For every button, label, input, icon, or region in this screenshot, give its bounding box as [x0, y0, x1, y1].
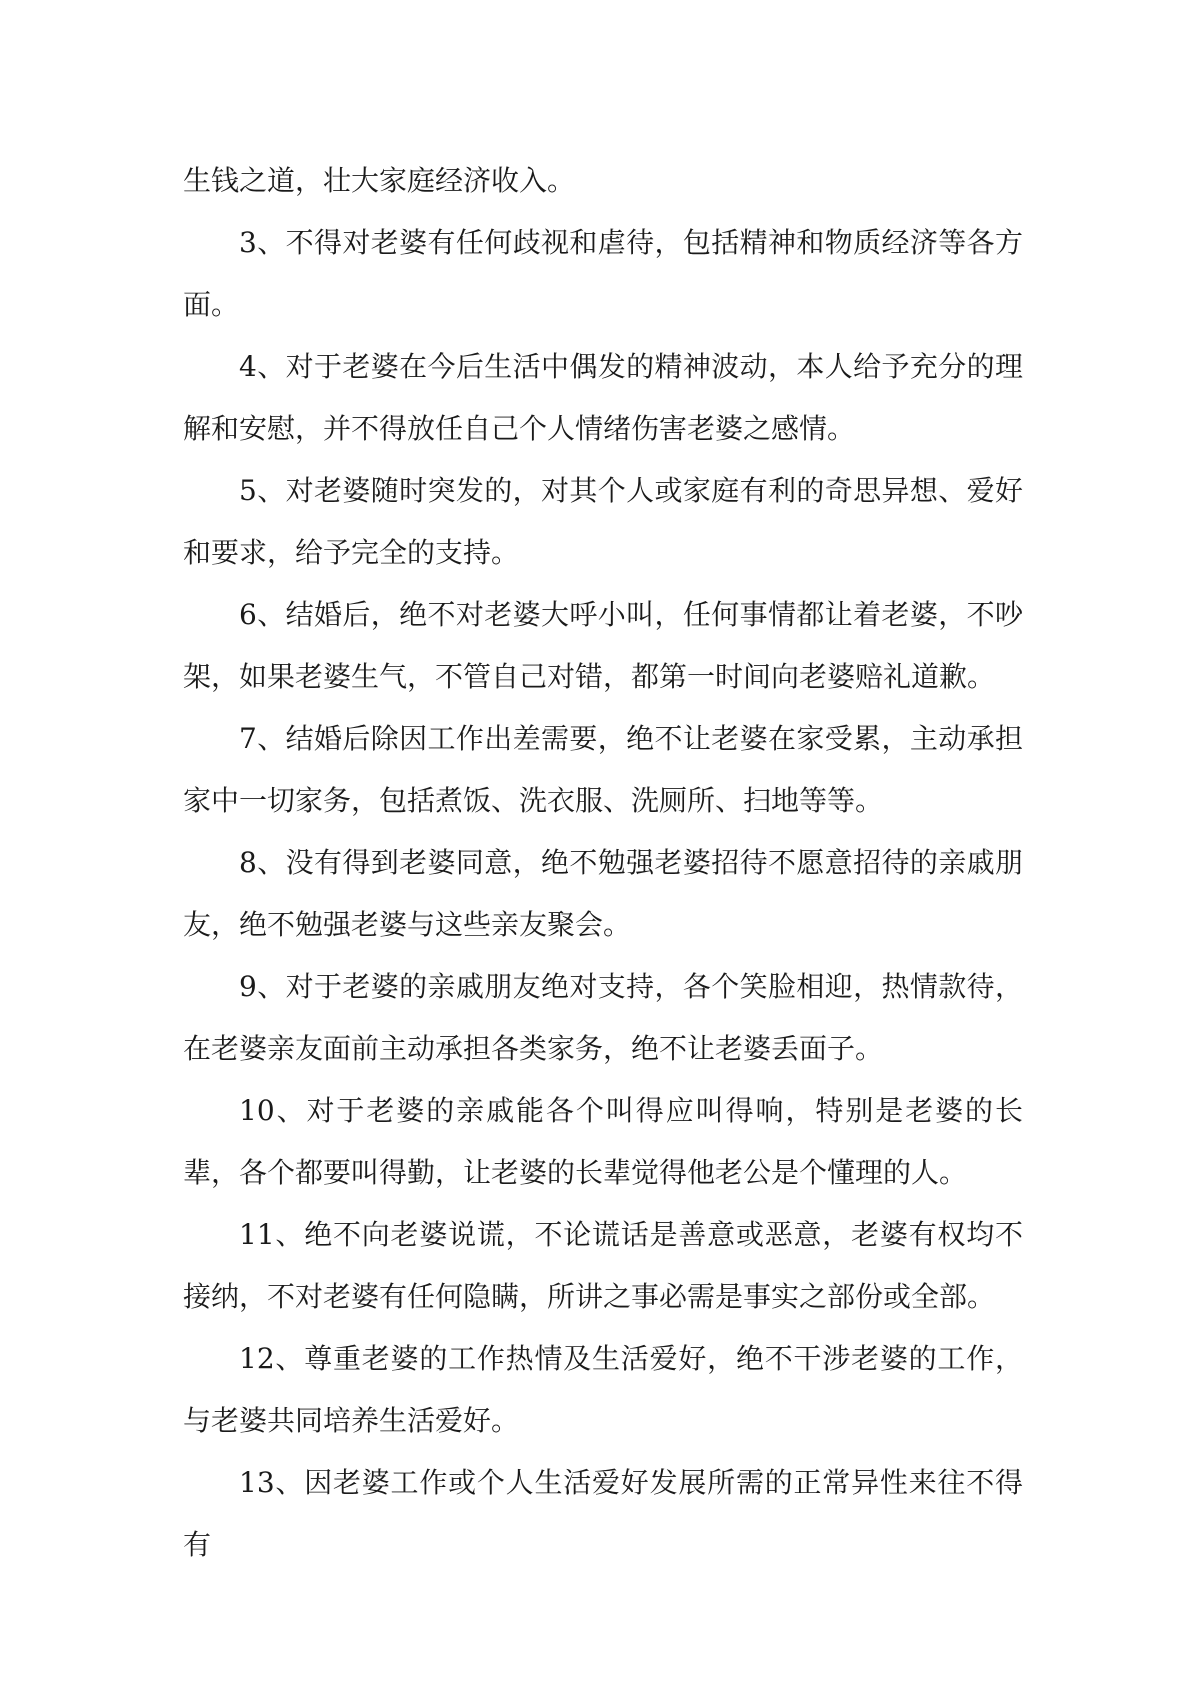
paragraph-item-9: 9、对于老婆的亲戚朋友绝对支持，各个笑脸相迎，热情款待，在老婆亲友面前主动承担各类家务，绝不让老婆丢面子。: [183, 970, 1023, 1065]
paragraph-item-7: 7、结婚后除因工作出差需要，绝不让老婆在家受累，主动承担家中一切家务，包括煮饭、洗衣服、洗厕所、扫地等等。: [183, 722, 1023, 817]
paragraph-item-4: 4、对于老婆在今后生活中偶发的精神波动，本人给予充分的理解和安慰，并不得放任自己个人情绪伤害老婆之感情。: [183, 350, 1023, 445]
paragraph-item-3: 3、不得对老婆有任何歧视和虐待，包括精神和物质经济等各方面。: [183, 226, 1023, 321]
paragraph-item-6: 6、结婚后，绝不对老婆大呼小叫，任何事情都让着老婆，不吵架，如果老婆生气，不管自己对错，都第一时间向老婆赔礼道歉。: [183, 598, 1023, 693]
paragraph-item-12: 12、尊重老婆的工作热情及生活爱好，绝不干涉老婆的工作，与老婆共同培养生活爱好。: [183, 1342, 1023, 1437]
paragraph-item-11: 11、绝不向老婆说谎，不论谎话是善意或恶意，老婆有权均不接纳，不对老婆有任何隐瞒，所讲之事必需是事实之部份或全部。: [183, 1218, 1023, 1313]
paragraph-continuation: 生钱之道，壮大家庭经济收入。: [183, 164, 576, 197]
paragraph-item-5: 5、对老婆随时突发的，对其个人或家庭有利的奇思异想、爱好和要求，给予完全的支持。: [183, 474, 1023, 569]
paragraph-item-13: 13、因老婆工作或个人生活爱好发展所需的正常异性来往不得有: [183, 1466, 1023, 1561]
document-body: [183, 150, 1023, 1576]
paragraph-item-8: 8、没有得到老婆同意，绝不勉强老婆招待不愿意招待的亲戚朋友，绝不勉强老婆与这些亲友聚会。: [183, 846, 1023, 941]
paragraph-item-10: 10、对于老婆的亲戚能各个叫得应叫得响，特别是老婆的长辈，各个都要叫得勤，让老婆的长辈觉得他老公是个懂理的人。: [183, 1094, 1023, 1189]
